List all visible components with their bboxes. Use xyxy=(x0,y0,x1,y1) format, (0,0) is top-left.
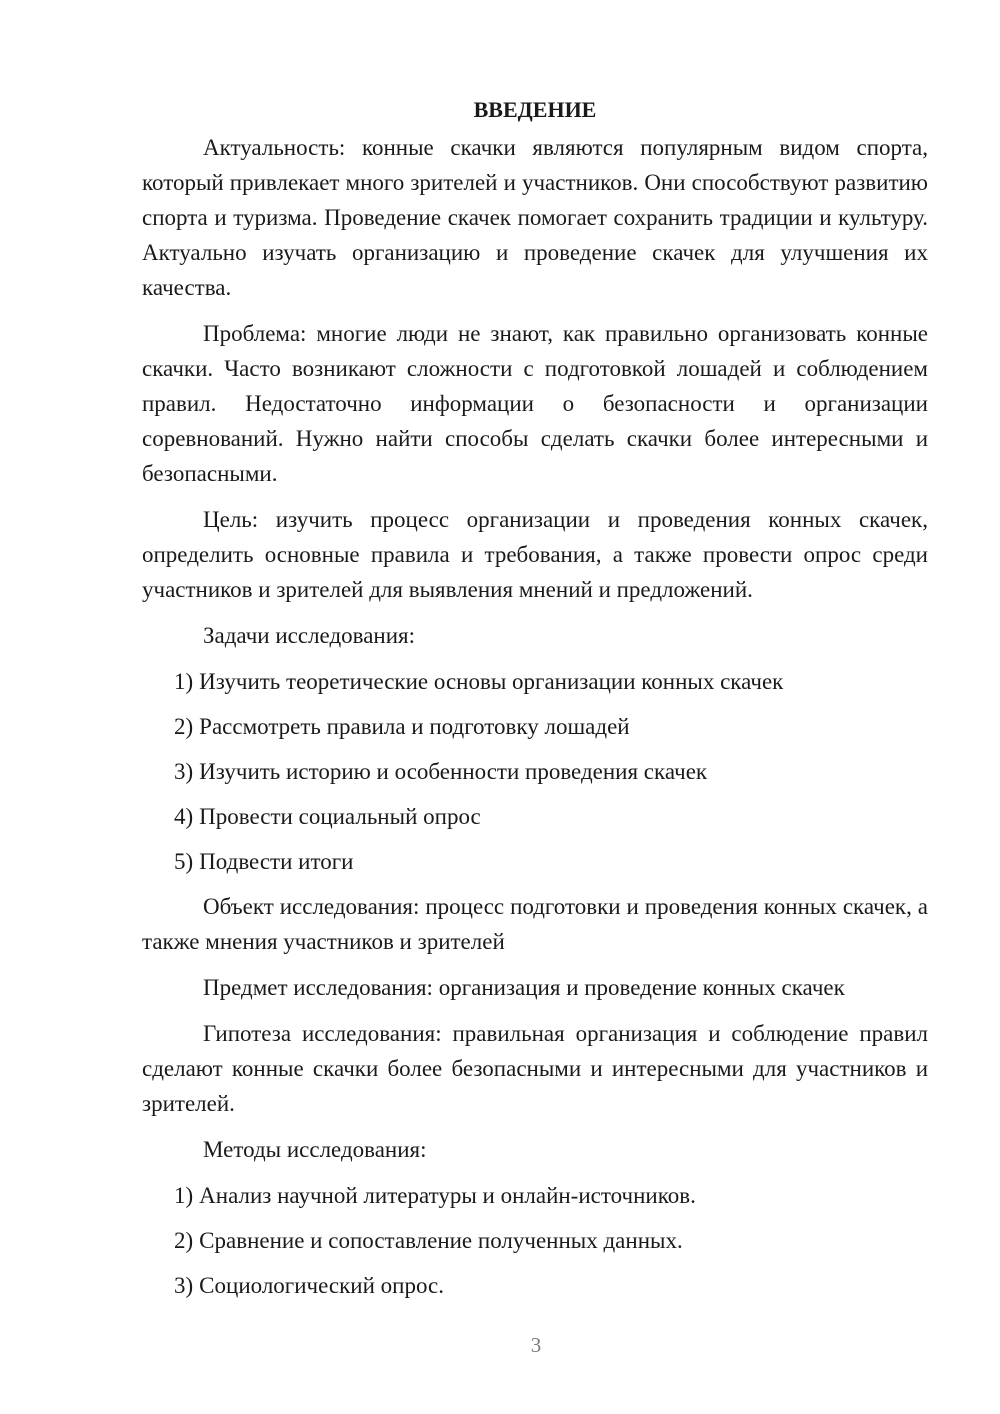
list-item-text: Социологический опрос. xyxy=(199,1273,444,1298)
tasks-list xyxy=(142,664,928,879)
tasks-heading: Задачи исследования: xyxy=(203,623,416,648)
list-item xyxy=(142,1223,928,1258)
list-item-text: Провести социальный опрос xyxy=(199,804,481,829)
list-item-text: Анализ научной литературы и онлайн-источников. xyxy=(199,1183,696,1208)
list-item-text: Изучить историю и особенности проведения скачек xyxy=(199,759,708,784)
relevance-paragraph: Актуальность: конные скачки являются популярным видом спорта, который привлекает много зрителей и участников. Они способствуют развитию спорта и туризма. Проведение скачек помогает сохранить традиции и культуру. Актуально изучать организацию и проведение скачек для улучшения их качества. xyxy=(142,135,928,300)
list-item-text: Сравнение и сопоставление полученных данных. xyxy=(199,1228,683,1253)
list-item-number: 3) xyxy=(174,759,194,784)
list-item-number: 1) xyxy=(174,669,194,694)
list-item-text: Рассмотреть правила и подготовку лошадей xyxy=(199,714,630,739)
object-paragraph: Объект исследования: процесс подготовки и проведения конных скачек, а также мнения участников и зрителей xyxy=(142,894,928,954)
list-item-number: 4) xyxy=(174,804,194,829)
list-item xyxy=(142,799,928,834)
list-item-number: 2) xyxy=(174,714,194,739)
page-number: 3 xyxy=(530,1333,542,1357)
page-title: ВВЕДЕНИЕ xyxy=(473,97,597,122)
list-item-text: Подвести итоги xyxy=(199,849,354,874)
list-item-number: 2) xyxy=(174,1228,194,1253)
problem-paragraph: Проблема: многие люди не знают, как правильно организовать конные скачки. Часто возникают сложности с подготовкой лошадей и соблюдением правил. Недостаточно информации о безопасности и организации соревнований. Нужно найти способы сделать скачки более интересными и безопасными. xyxy=(142,321,928,486)
methods-list xyxy=(142,1178,928,1303)
list-item xyxy=(142,844,928,879)
list-item xyxy=(142,1178,928,1213)
list-item xyxy=(142,754,928,789)
list-item xyxy=(142,664,928,699)
list-item-number: 3) xyxy=(174,1273,194,1298)
list-item xyxy=(142,1268,928,1303)
hypothesis-paragraph: Гипотеза исследования: правильная организация и соблюдение правил сделают конные скачки более безопасными и интересными для участников и зрителей. xyxy=(142,1021,928,1116)
list-item xyxy=(142,709,928,744)
list-item-number: 5) xyxy=(174,849,194,874)
goal-paragraph: Цель: изучить процесс организации и проведения конных скачек, определить основные правила и требования, а также провести опрос среди участников и зрителей для выявления мнений и предложений. xyxy=(142,507,928,602)
list-item-text: Изучить теоретические основы организации конных скачек xyxy=(199,669,784,694)
subject-paragraph: Предмет исследования: организация и проведение конных скачек xyxy=(203,975,845,1000)
list-item-number: 1) xyxy=(174,1183,194,1208)
document-page xyxy=(142,92,928,1313)
methods-heading: Методы исследования: xyxy=(203,1137,427,1162)
